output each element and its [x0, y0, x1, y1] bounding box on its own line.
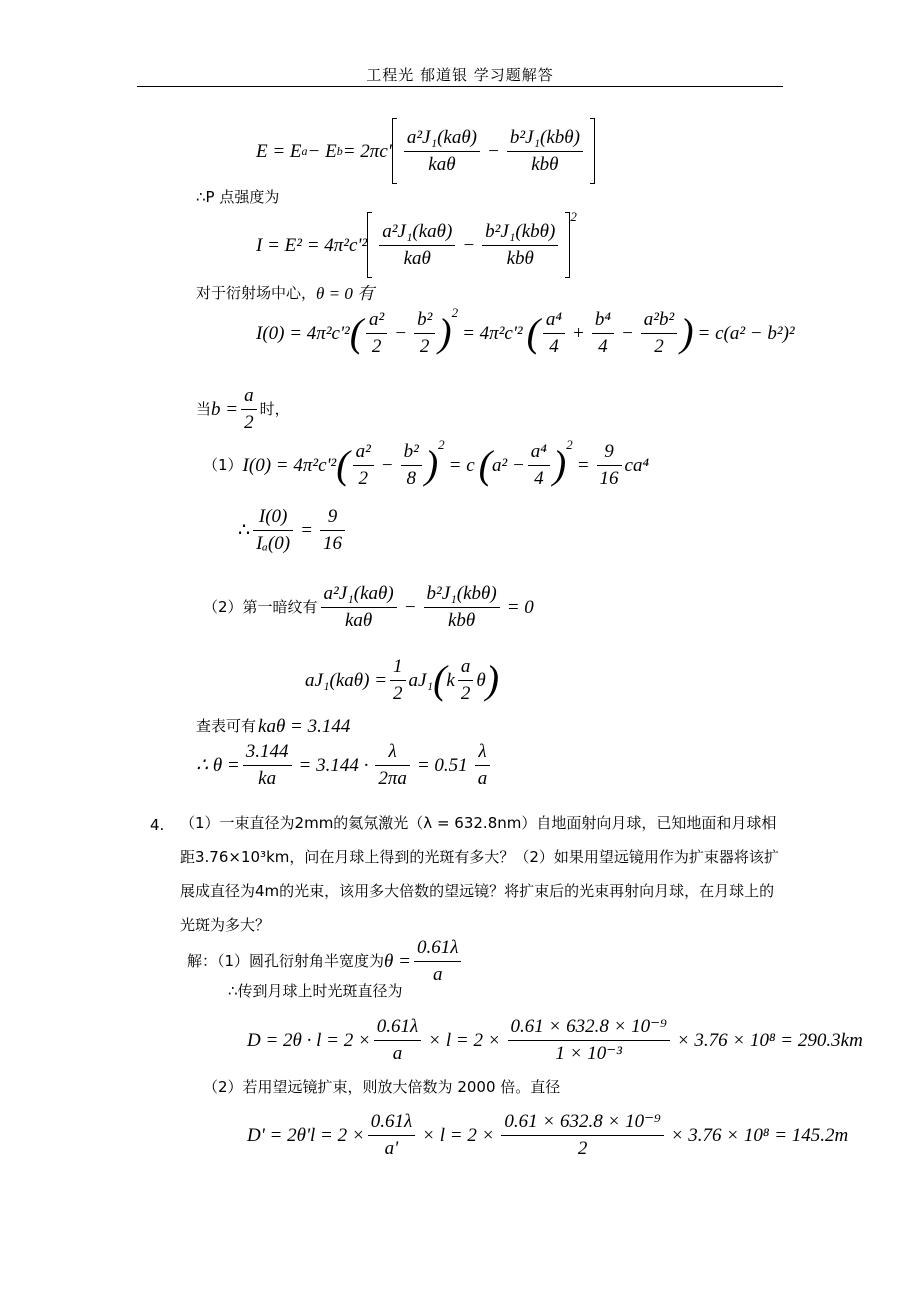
eq-text: = 3.144 · [298, 754, 369, 776]
text: 时， [259, 399, 290, 418]
eq-text: k [446, 669, 455, 691]
eq-text: aJ₁(kaθ) = [305, 669, 388, 691]
equation-E: E = E a − E b = 2πc' $\frac{\text{a²J₁(kaθ)}}{\text{kaθ}}$ − $\frac{\text{b²J₁(kbθ)}}{\text{kbθ}}$ [256, 118, 595, 184]
numerator: b² [403, 441, 419, 462]
numerator: 0.61λ [376, 1016, 419, 1037]
numerator: 9 [604, 441, 614, 462]
numerator: a²J₁(kaθ) [406, 126, 477, 148]
case-2-equation: （2）第一暗纹有 $\frac{\text{a²J₁(kaθ)}}{\text{kaθ}}$ − $\frac{\text{b²J₁(kbθ)}}{\text{kbθ}}$ = 0 [203, 583, 534, 631]
equation-I0: I(0) = 4π²c'² ( $\frac{\text{a²}}{2}$ − $\frac{\text{b²}}{2}$ ) 2 = 4π²c'² ( $\frac{\text{a⁴}}{4}$ + $\frac{\text{b⁴}}{4}$ − $\frac{\text{a²b²}}{2}$ ) = c(a² − b²)² [256, 305, 795, 357]
eq-text: × 3.76 × 10⁸ = 290.3km [676, 1029, 863, 1051]
eq-text: − E [307, 140, 337, 162]
numerator: 9 [327, 506, 338, 527]
header-rule [137, 86, 783, 87]
numerator: a² [369, 309, 385, 330]
denominator: kaθ [344, 609, 373, 631]
eq-text: = 0.51 [416, 754, 468, 776]
numerator: a²b² [643, 309, 675, 330]
numerator: a² [355, 441, 371, 462]
eq-text: × 3.76 × 10⁸ = 145.2m [670, 1124, 849, 1146]
numerator: b²J₁(kbθ) [509, 126, 580, 148]
equation-Dprime [247, 1110, 852, 1161]
denominator: a [477, 767, 488, 789]
denominator: 2 [358, 467, 368, 489]
denominator: 8 [406, 467, 416, 489]
text: 对于衍射场中心， [196, 284, 317, 302]
eq-text: = 4π²c'² [462, 322, 523, 344]
case-label: （2）第一暗纹有 [203, 597, 318, 616]
eq-text: D' = 2θ'l = 2 × [247, 1124, 365, 1146]
denominator: 2 [371, 335, 382, 357]
eq-text: = 0 [506, 596, 534, 618]
math-inline: kaθ = 3.144 [258, 716, 351, 737]
numerator: 0.61λ [370, 1111, 413, 1132]
problem-number: 4. [150, 816, 165, 834]
denominator: 16 [599, 467, 619, 489]
numerator: a⁴ [545, 309, 563, 330]
numerator: λ [388, 741, 397, 762]
ratio-equation: ∴ $\frac{I(0)}{\text{Iₐ(0)}}$ = $\frac{9}{16}$ [238, 505, 348, 556]
numerator: a²J₁(kaθ) [382, 220, 453, 242]
problem-4-text: （1）一束直径为2mm的氦氖激光（λ = 632.8nm）自地面射向月球，已知地面和月球相距3.76×10³km，问在月球上得到的光斑有多大？（2）如果用望远镜用作为扩束器将该扩展成直径为4m的光束，该用多大倍数的望远镜？将扩束后的光束再射向月球，在月球上的光斑为多大？ [180, 814, 779, 934]
eq-text: ∴ [238, 519, 251, 541]
exponent: 2 [451, 305, 459, 320]
exponent: 2 [438, 437, 445, 452]
eq-text: ∴ θ = [196, 754, 240, 776]
denominator: a' [384, 1137, 399, 1159]
denominator: 2 [244, 411, 254, 433]
numerator: b²J₁(kbθ) [485, 220, 556, 242]
numerator: 0.61 × 632.8 × 10⁻⁹ [504, 1111, 661, 1132]
numerator: a [244, 385, 254, 406]
numerator: b²J₁(kbθ) [426, 583, 497, 604]
numerator: I(0) [258, 506, 288, 527]
denominator: a [432, 963, 443, 985]
numerator: 0.61λ [416, 937, 459, 958]
eq-text: I = E² = 4π²c'² [256, 234, 368, 256]
math-inline: b = [211, 398, 239, 420]
numerator: a⁴ [530, 441, 547, 462]
denominator: 16 [322, 532, 342, 554]
p-intensity-label: ∴P 点强度为 [196, 188, 280, 206]
dark-fringe-equation: aJ₁(kaθ) = $\frac{1}{2}$ aJ₁ ( k $\frac{a}{2}$ θ ) [305, 656, 500, 704]
denominator: kaθ [428, 153, 456, 175]
denominator: Iₐ(0) [256, 532, 291, 554]
denominator: 2 [577, 1137, 588, 1159]
numerator: 0.61 × 632.8 × 10⁻⁹ [510, 1016, 667, 1037]
eq-text: E = E [256, 140, 302, 162]
eq-text: ca⁴ [624, 454, 650, 476]
case-label: （1） [203, 455, 243, 474]
solution-2-line: （2）若用望远镜扩束，则放大倍数为 2000 倍。直径 [203, 1078, 561, 1096]
lookup-line [196, 717, 350, 736]
numerator: λ [478, 741, 487, 762]
eq-text: = 2πc' [342, 140, 392, 162]
equation-D [247, 1015, 867, 1066]
eq-text: × l = 2 × [428, 1029, 501, 1051]
eq-text: a² − [492, 454, 525, 476]
denominator: 2 [460, 682, 471, 704]
denominator: 2 [654, 335, 664, 357]
math-inline: θ = 0 有 [316, 284, 375, 303]
denominator: 1 × 10⁻³ [555, 1042, 622, 1064]
eq-text: I(0) = 4π²c'² [242, 454, 337, 476]
text: 当 [196, 399, 212, 418]
denominator: 4 [549, 335, 559, 357]
denominator: 2 [393, 682, 403, 704]
eq-text: = c [448, 454, 475, 476]
numerator: b² [417, 309, 433, 330]
numerator: 3.144 [245, 741, 289, 762]
denominator: 2 [419, 335, 430, 357]
denominator: kbθ [447, 609, 476, 631]
denominator: 4 [598, 335, 608, 357]
exponent: 2 [570, 209, 577, 224]
eq-text: aJ₁ [408, 669, 434, 691]
eq-text: θ [476, 669, 486, 691]
exponent: 2 [566, 437, 573, 452]
math-inline: θ = [384, 950, 411, 972]
eq-text: D = 2θ · l = 2 × [247, 1029, 371, 1051]
eq-text: × l = 2 × [422, 1124, 495, 1146]
denominator: ka [258, 767, 277, 789]
center-label [196, 285, 374, 302]
denominator: 4 [534, 467, 544, 489]
denominator: 2πa [378, 767, 407, 789]
numerator: 1 [393, 656, 403, 677]
eq-text: = c(a² − b²)² [697, 322, 795, 344]
eq-text: I(0) = 4π²c'² [256, 322, 350, 344]
when-condition [196, 384, 290, 435]
numerator: a²J₁(kaθ) [323, 583, 394, 604]
moon-diameter-label: ∴传到月球上时光斑直径为 [228, 982, 403, 1000]
numerator: a [460, 656, 471, 677]
theta-equation [196, 740, 493, 791]
denominator: a [392, 1042, 403, 1064]
text: 查表可有 [196, 717, 257, 735]
page-header: 工程光 郁道银 学习题解答 [366, 66, 554, 84]
equation-I: I = E² = 4π²c'² $\frac{\text{a²J₁(kaθ)}}{\text{kaθ}}$ − $\frac{\text{b²J₁(kbθ)}}{\text{kbθ}}$ 2 [256, 212, 577, 278]
case-1-equation: （1） I(0) = 4π²c'² ( $\frac{\text{a²}}{2}$ − $\frac{\text{b²}}{8}$ ) 2 = c ( a² − $\frac{\text{a⁴}}{4}$ ) 2 = $\frac{9}{16}$ ca⁴ [203, 437, 650, 489]
numerator: b⁴ [594, 309, 611, 330]
denominator: kaθ [403, 247, 431, 269]
denominator: kbθ [531, 153, 559, 175]
solution-1-line [187, 936, 464, 987]
text: 解：（1）圆孔衍射角半宽度为 [187, 951, 385, 970]
denominator: kbθ [506, 247, 534, 269]
